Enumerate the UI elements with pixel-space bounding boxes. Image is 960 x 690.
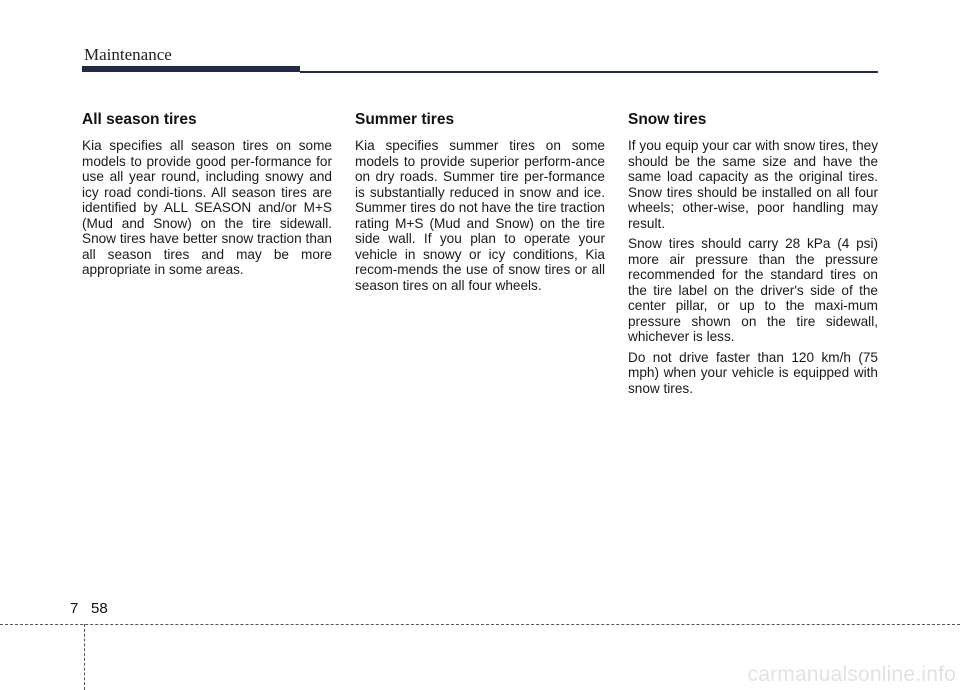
paragraph: If you equip your car with snow tires, they should be the same size and have the same load capacity as the original tires. Snow tires should be installed on all four wheels; other-wise, poor handling may result. bbox=[628, 138, 878, 231]
watermark: carmanualsonline.info bbox=[747, 663, 956, 686]
column-summer-tires bbox=[355, 110, 605, 298]
column-snow-tires bbox=[628, 110, 878, 401]
header-rule-thick bbox=[82, 66, 300, 72]
footer-rule bbox=[0, 624, 960, 625]
paragraph: Do not drive faster than 120 km/h (75 mph) when your vehicle is equipped with snow tires. bbox=[628, 349, 878, 396]
heading-all-season-tires: All season tires bbox=[82, 111, 197, 128]
header-rule-thin bbox=[300, 71, 878, 73]
heading-summer-tires: Summer tires bbox=[355, 111, 455, 128]
chapter-number: 7 bbox=[70, 600, 79, 617]
paragraph: Kia specifies summer tires on some models to provide superior perform-ance on dry roads. Summer tire per-formance is substantially reduced in snow and ice. Summer tires do not have the tire traction rating M+S (Mud and Snow) on the tire side wall. If you plan to operate your vehicle in snowy or icy conditions, Kia recom-mends the use of snow tires or all season tires on all four wheels. bbox=[355, 138, 605, 293]
heading-snow-tires: Snow tires bbox=[628, 111, 707, 128]
footer-divider bbox=[84, 624, 85, 690]
section-title: Maintenance bbox=[84, 45, 172, 64]
column-all-season-tires bbox=[82, 110, 332, 283]
page-number: 58 bbox=[91, 600, 108, 617]
paragraph: Snow tires should carry 28 kPa (4 psi) more air pressure than the pressure recommended for the standard tires on the tire label on the driver's side of the center pillar, or up to the maxi-mum pressure shown on the tire sidewall, whichever is less. bbox=[628, 236, 878, 344]
paragraph: Kia specifies all season tires on some models to provide good per-formance for use all year round, including snowy and icy road condi-tions. All season tires are identified by ALL SEASON and/or M+S (Mud and Snow) on the tire sidewall. Snow tires have better snow traction than all season tires and may be more appropriate in some areas. bbox=[82, 138, 332, 277]
